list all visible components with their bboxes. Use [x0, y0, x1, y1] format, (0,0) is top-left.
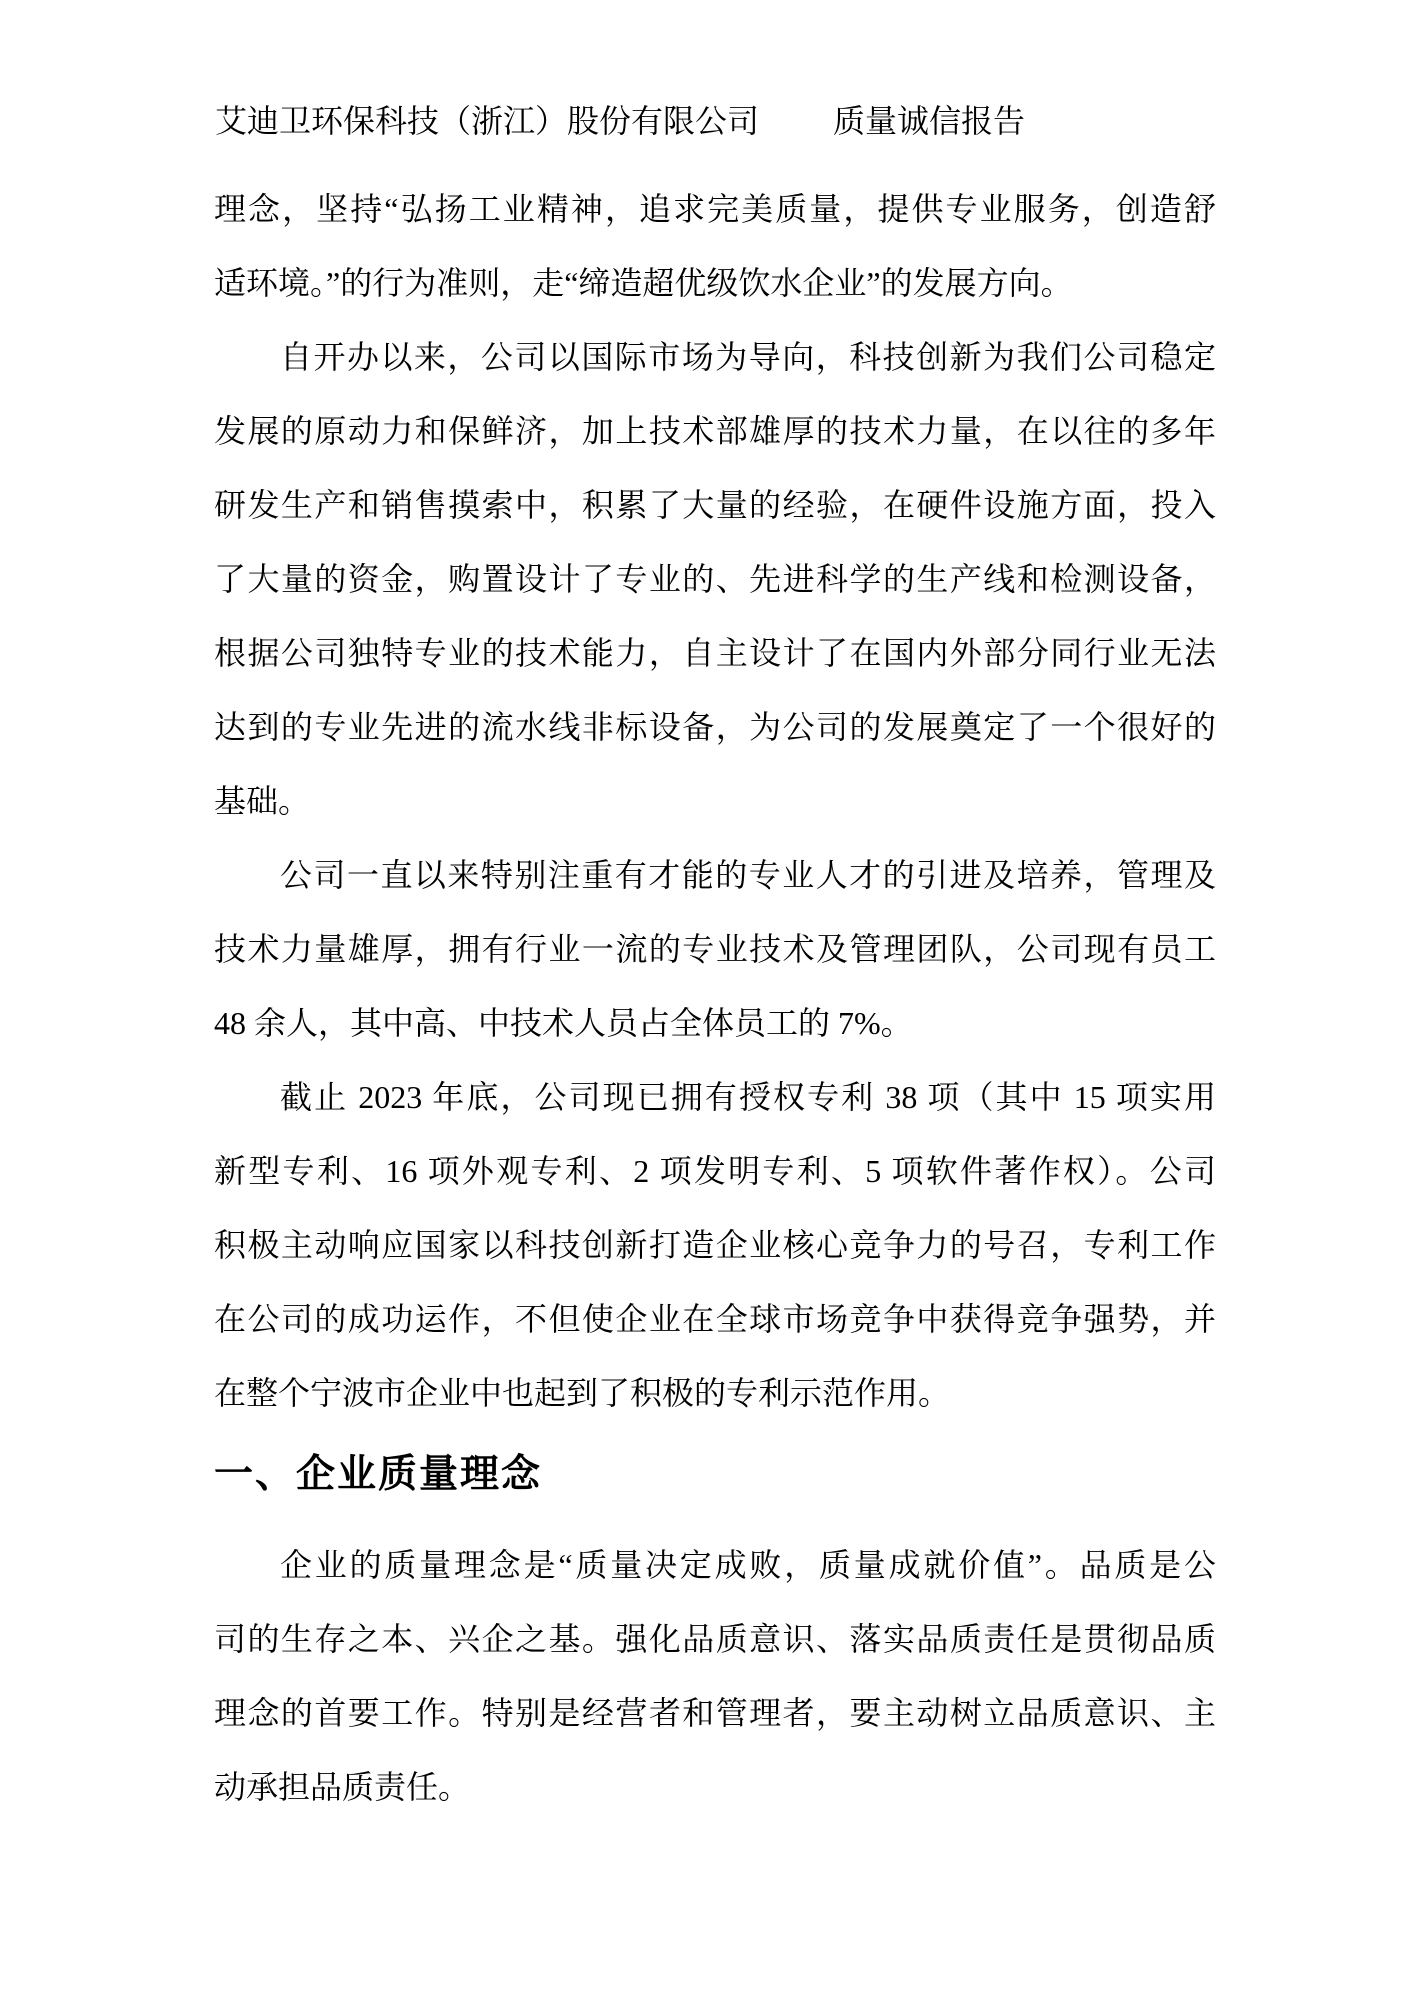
text-line: 根据公司独特专业的技术能力，自主设计了在国内外部分同行业无法: [214, 635, 1216, 671]
header-company-name: 艾迪卫环保科技（浙江）股份有限公司: [215, 103, 760, 139]
text-line: 企业的质量理念是“质量决定成败，质量成就价值”。品质是公: [280, 1547, 1216, 1583]
text-line: 动承担品质责任。: [214, 1769, 471, 1805]
text-line: 适环境。”的行为准则，走“缔造超优级饮水企业”的发展方向。: [214, 265, 1073, 301]
text-line: 新型专利、16 项外观专利、2 项发明专利、5 项软件著作权）。公司: [214, 1153, 1216, 1189]
text-line: 在公司的成功运作，不但使企业在全球市场竞争中获得竞争强势，并: [214, 1301, 1216, 1337]
text-line: 司的生存之本、兴企之基。强化品质意识、落实品质责任是贯彻品质: [214, 1621, 1216, 1657]
text-line: 发展的原动力和保鲜济，加上技术部雄厚的技术力量，在以往的多年: [214, 413, 1216, 449]
section-heading: 一、企业质量理念: [214, 1453, 543, 1496]
text-line: 自开办以来，公司以国际市场为导向，科技创新为我们公司稳定: [280, 339, 1216, 375]
text-line: 基础。: [214, 783, 311, 819]
text-line: 达到的专业先进的流水线非标设备，为公司的发展奠定了一个很好的: [214, 709, 1216, 745]
header-report-title: 质量诚信报告: [833, 103, 1026, 139]
document-body: [214, 172, 1216, 1824]
text-line: 技术力量雄厚，拥有行业一流的专业技术及管理团队，公司现有员工: [214, 931, 1216, 967]
text-line: 了大量的资金，购置设计了专业的、先进科学的生产线和检测设备，: [214, 561, 1216, 597]
text-line: 理念，坚持“弘扬工业精神，追求完美质量，提供专业服务，创造舒: [214, 191, 1216, 227]
page-header: [215, 100, 1217, 142]
text-line: 理念的首要工作。特别是经营者和管理者，要主动树立品质意识、主: [214, 1695, 1216, 1731]
text-line: 截止 2023 年底，公司现已拥有授权专利 38 项（其中 15 项实用: [280, 1079, 1216, 1115]
text-line: 48 余人，其中高、中技术人员占全体员工的 7%。: [214, 1005, 913, 1041]
text-line: 积极主动响应国家以科技创新打造企业核心竞争力的号召，专利工作: [214, 1227, 1216, 1263]
text-line: 在整个宁波市企业中也起到了积极的专利示范作用。: [214, 1375, 951, 1411]
text-line: 公司一直以来特别注重有才能的专业人才的引进及培养，管理及: [280, 857, 1216, 893]
text-line: 研发生产和销售摸索中，积累了大量的经验，在硬件设施方面，投入: [214, 487, 1216, 523]
